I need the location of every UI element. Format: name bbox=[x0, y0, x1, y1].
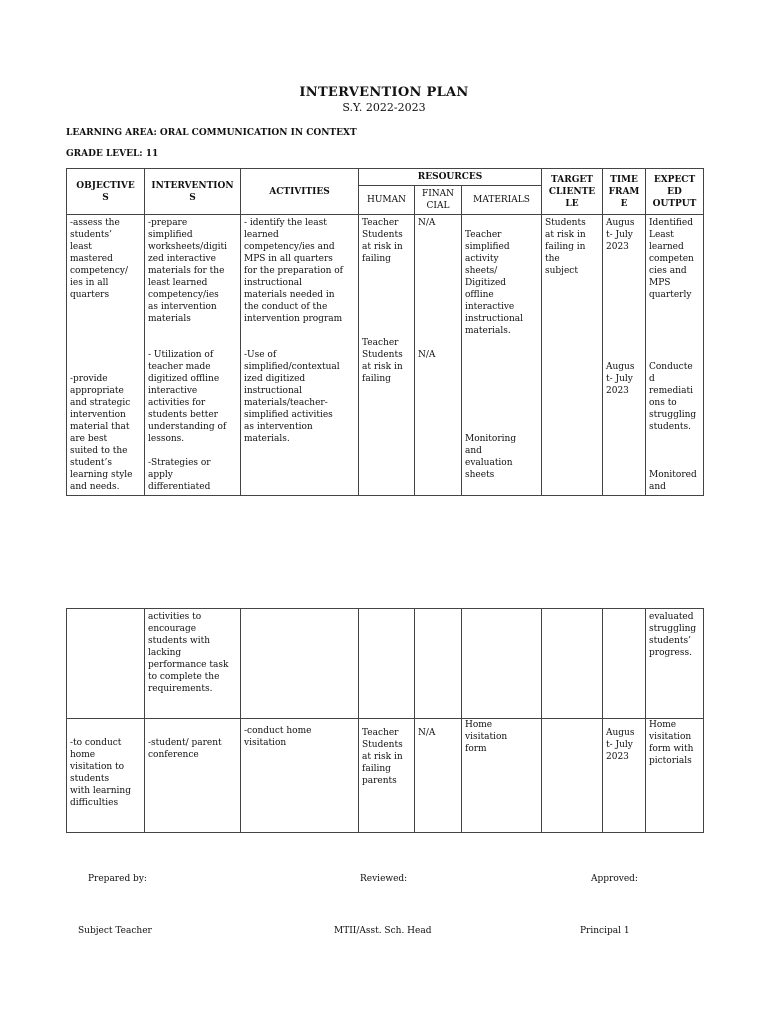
cell-time-frame bbox=[603, 609, 646, 719]
principal-label: Principal 1 bbox=[580, 926, 630, 936]
cell-expected-output: Home visitation form with pictorials bbox=[646, 719, 704, 833]
header-materials: MATERIALS bbox=[462, 186, 542, 215]
cell-objectives bbox=[67, 609, 145, 719]
cell-materials bbox=[462, 609, 542, 719]
cell-materials: Teacher simplified activity sheets/ Digitized offline interactive instructional materials. Monitoring and evaluation sheets bbox=[462, 215, 542, 496]
subject-teacher-label: Subject Teacher bbox=[78, 926, 152, 936]
cell-time-frame: Augus t- July 2023 Augus t- July 2023 bbox=[603, 215, 646, 496]
table-row bbox=[67, 719, 704, 833]
cell-human: Teacher Students at risk in failing parents bbox=[359, 719, 415, 833]
cell-time-frame: Augus t- July 2023 bbox=[603, 719, 646, 833]
header-expected-output: EXPECT ED OUTPUT bbox=[646, 169, 704, 215]
prepared-by-label: Prepared by: bbox=[88, 874, 147, 884]
cell-expected-output: evaluated struggling students’ progress. bbox=[646, 609, 704, 719]
cell-objectives: -assess the students’ least mastered competency/ ies in all quarters -provide appropriate and strategic intervention material that are best suited to the student’s learning style and needs. bbox=[67, 215, 145, 496]
reviewed-label: Reviewed: bbox=[360, 874, 408, 884]
cell-financial: N/A bbox=[415, 719, 462, 833]
grade-level: GRADE LEVEL: 11 bbox=[66, 149, 159, 159]
cell-activities bbox=[241, 609, 359, 719]
header-financial: FINAN CIAL bbox=[415, 186, 462, 215]
header-interventions: INTERVENTION S bbox=[145, 169, 241, 215]
cell-expected-output: Identified Least learned competen cies and MPS quarterly Conducte d remediati ons to struggling students. Monitored and bbox=[646, 215, 704, 496]
cell-activities: - identify the least learned competency/ies and MPS in all quarters for the preparation of instructional materials needed in the conduct of the intervention program -Use of simplified/contextual ized digitized instructional materials/teacher- simplified activities as intervention materials. bbox=[241, 215, 359, 496]
cell-target-clientele bbox=[542, 719, 603, 833]
cell-financial bbox=[415, 609, 462, 719]
table-row bbox=[67, 215, 704, 496]
mtii-label: MTII/Asst. Sch. Head bbox=[334, 926, 432, 936]
header-activities: ACTIVITIES bbox=[241, 169, 359, 215]
table-row bbox=[67, 609, 704, 719]
approved-label: Approved: bbox=[591, 874, 638, 884]
cell-materials: Home visitation form bbox=[462, 719, 542, 833]
cell-human: Teacher Students at risk in failing Teacher Students at risk in failing bbox=[359, 215, 415, 496]
document-title: INTERVENTION PLAN bbox=[299, 85, 469, 100]
header-resources: RESOURCES bbox=[359, 169, 542, 186]
header-human: HUMAN bbox=[359, 186, 415, 215]
cell-human bbox=[359, 609, 415, 719]
header-objectives: OBJECTIVE S bbox=[67, 169, 145, 215]
cell-financial: N/A N/A bbox=[415, 215, 462, 496]
learning-area: LEARNING AREA: ORAL COMMUNICATION IN CONTEXT bbox=[66, 128, 357, 138]
cell-interventions: -student/ parent conference bbox=[145, 719, 241, 833]
cell-activities: -conduct home visitation bbox=[241, 719, 359, 833]
cell-target-clientele: Students at risk in failing in the subject bbox=[542, 215, 603, 496]
cell-target-clientele bbox=[542, 609, 603, 719]
cell-interventions: -prepare simplified worksheets/digiti zed interactive materials for the least learned competency/ies as intervention materials - Utilization of teacher made digitized offline interactive activities for students better understanding of lessons. -Strategies or apply differentiated bbox=[145, 215, 241, 496]
cell-objectives: -to conduct home visitation to students with learning difficulties bbox=[67, 719, 145, 833]
header-target-clientele: TARGET CLIENTE LE bbox=[542, 169, 603, 215]
school-year: S.Y. 2022-2023 bbox=[342, 101, 426, 114]
intervention-table-page2 bbox=[66, 608, 704, 833]
cell-interventions: activities to encourage students with lacking performance task to complete the requirements. bbox=[145, 609, 241, 719]
header-time-frame: TIME FRAM E bbox=[603, 169, 646, 215]
intervention-table-page1 bbox=[66, 168, 704, 496]
